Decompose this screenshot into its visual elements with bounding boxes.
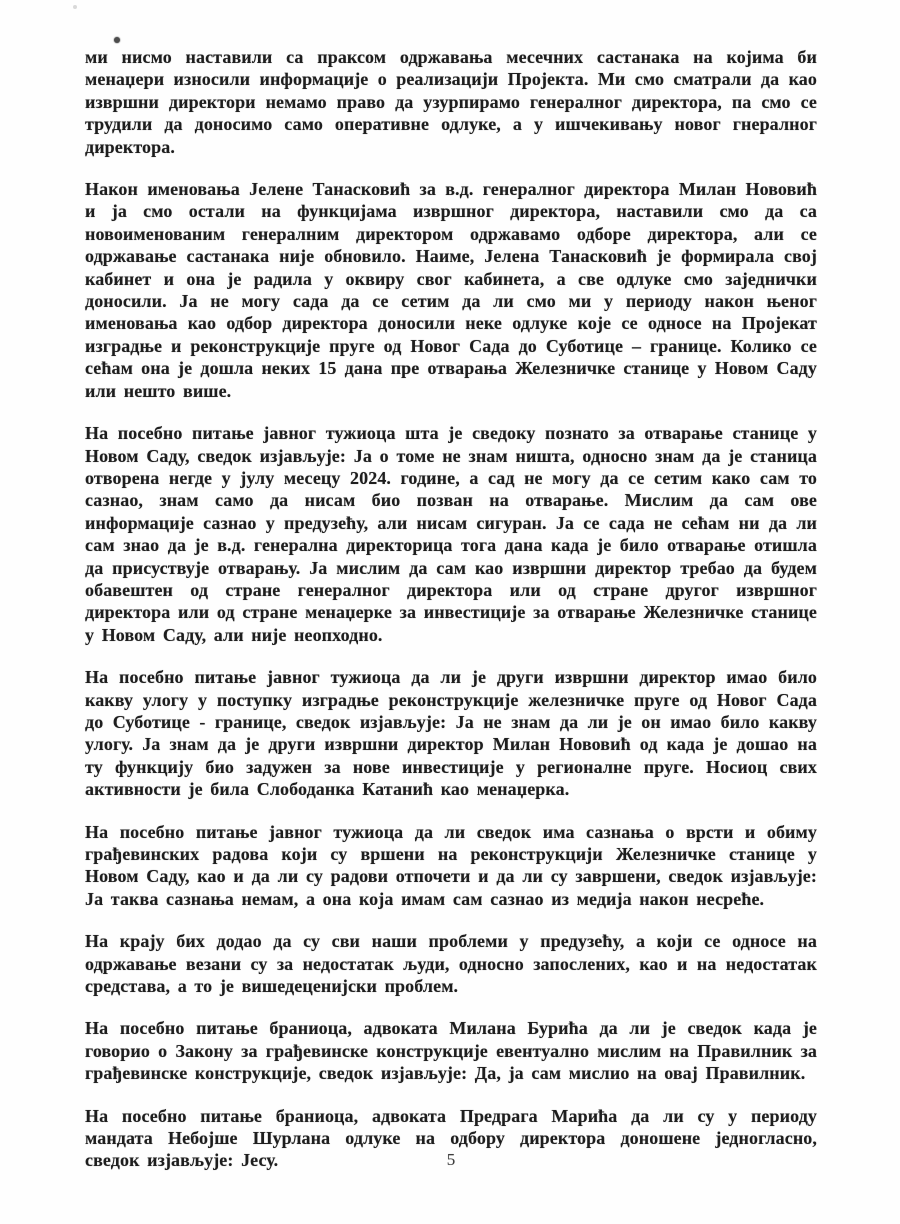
- page-number: 5: [446, 1150, 456, 1169]
- paragraph-5: На посебно питање јавног тужиоца да ли сведок има сазнања о врсти и обиму грађевинских радова који су вршени на реконструкцији Железничке станице у Новом Саду, као и да ли су радови отпочети и да ли су завршени, сведок изјављује: Ја таква сазнања немам, а она која имам сам сазнао из медија након несреће.: [85, 821, 817, 909]
- paragraph-1: ми нисмо наставили са праксом одржавања месечних састанака на којима би менаџери износили информације о реализацији Пројекта. Ми смо сматрали да као извршни директори немамо право да узурпирамо генералног директора, па смо се трудили да доносимо само оперативне одлуке, а у ишчекивању новог гнералног директора.: [85, 47, 817, 157]
- paragraph-2: Након именовања Јелене Танасковић за в.д. генералног директора Милан Нововић и ја смо остали на функцијама извршног директора, наставили смо да са новоименованим генералним директором одржавамо одборе директора, али се одржавање састанака није обновило. Наиме, Јелена Танасковић је формирала свој кабинет и она је радила у оквиру свог кабинета, а све одлуке смо заједнички доносили. Ја не могу сада да се сетим да ли смо ми у периоду након њеног именовања као одбор директора доносили неке одлуке које се односе на Пројекат изградње и реконструкције пруге од Новог Сада до Суботице – границе. Колико се сећам она је дошла неких 15 дана пре отварања Железничке станице у Новом Саду или нешто више.: [85, 179, 817, 401]
- paragraph-3: На посебно питање јавног тужиоца шта је сведоку познато за отварање станице у Новом Саду, сведок изјављује: Ја о томе не знам ништа, односно знам да је станица отворена негде у јулу месецу 2024. године, а сад не могу да се сетим како сам то сазнао, знам само да нисам био позван на отварање. Мислим да сам ове информације сазнао у предузећу, али нисам сигуран. Ја се сада не сећам ни да ли сам знао да је в.д. генерална директорица тога дана када је било отварање отишла да присуствује отварању. Ја мислим да сам као извршни директор требао да будем обавештен од стране генералног директора или од стране другог извршног директора или од стране менаџерке за инвестиције за отварање Железничке станице у Новом Саду, али није неопходно.: [85, 423, 817, 645]
- paragraph-7: На посебно питање браниоца, адвоката Милана Бурића да ли је сведок када је говорио о Закону за грађевинске конструкције евентуално мислим на Правилник за грађевинске конструкције, сведок изјављује: Да, ја сам мислио на овај Правилник.: [85, 1018, 817, 1084]
- document-body: [85, 46, 817, 1172]
- paragraph-4: На посебно питање јавног тужиоца да ли је други извршни директор имао било какву улогу у поступку изградње реконструкције железничке пруге од Новог Сада до Суботице - границе, сведок изјављује: Ја не знам да ли је он имао било какву улогу. Ја знам да је други извршни директор Милан Нововић од када је дошао на ту функцију био задужен за нове инвестиције у регионалне пруге. Носиоц свих активности је била Слободанка Катанић као менаџерка.: [85, 667, 817, 800]
- scan-artifact-dot: [114, 37, 120, 43]
- paragraph-8: На посебно питање браниоца, адвоката Предрага Марића да ли су у периоду мандата Небојше Шурлана одлуке на одбору директора доношене једногласно, сведок изјављује: Јесу.: [85, 1105, 817, 1171]
- scan-artifact-speck: [73, 5, 77, 9]
- paragraph-6: На крају бих додао да су сви наши проблеми у предузећу, а који се односе на одржавање везани су за недостатак људи, односно запослених, као и на недостатак средстава, а то је вишедеценијски проблем.: [85, 931, 817, 997]
